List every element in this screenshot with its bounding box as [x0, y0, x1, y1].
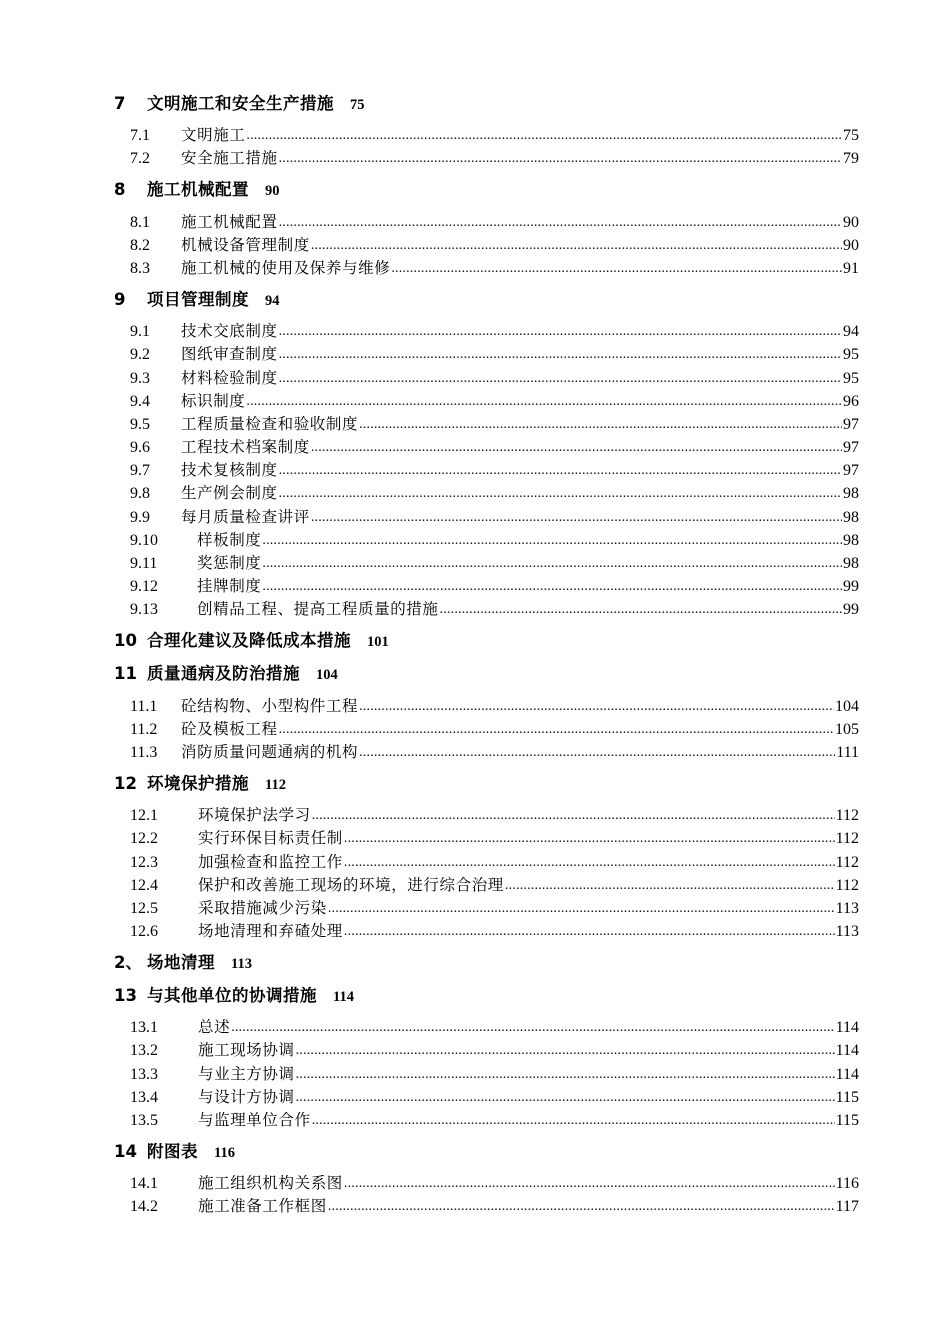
entry-page-number: 91 — [843, 259, 859, 277]
toc-entry-list — [114, 319, 859, 620]
entry-number: 12.1 — [130, 807, 158, 825]
toc-entry[interactable] — [114, 896, 859, 919]
dot-leader — [328, 898, 835, 919]
toc-entry[interactable] — [114, 209, 859, 232]
entry-title: 施工机械的使用及保养与维修 — [181, 258, 391, 277]
dot-leader — [296, 1040, 835, 1061]
toc-entry[interactable] — [114, 574, 859, 597]
entry-number: 14.2 — [130, 1198, 158, 1216]
dot-leader — [311, 437, 842, 458]
entry-title: 砼及模板工程 — [181, 719, 278, 738]
entry-title: 生产例会制度 — [181, 484, 278, 503]
dot-leader — [391, 258, 842, 279]
chapter-title: 场地清理 — [147, 953, 215, 973]
entry-page-number: 116 — [835, 1175, 859, 1193]
dot-leader — [344, 828, 835, 849]
chapter-page-number: 112 — [265, 776, 286, 793]
entry-page-number: 98 — [843, 508, 859, 526]
entry-number: 11.2 — [130, 720, 158, 738]
chapter-title: 与其他单位的协调措施 — [147, 986, 317, 1006]
entry-title: 挂牌制度 — [197, 577, 262, 596]
toc-chapter-heading[interactable] — [114, 627, 859, 660]
entry-number: 9.4 — [130, 392, 150, 410]
entry-title: 施工机械配置 — [181, 212, 278, 231]
toc-entry[interactable] — [114, 826, 859, 849]
toc-entry[interactable] — [114, 319, 859, 342]
entry-title: 加强检查和监控工作 — [198, 852, 343, 871]
toc-entry[interactable] — [114, 389, 859, 412]
chapter-number: 11 — [114, 664, 137, 684]
entry-number: 7.2 — [130, 150, 150, 168]
entry-title: 采取措施减少污染 — [198, 898, 327, 917]
entry-title: 保护和改善施工现场的环境，进行综合治理 — [198, 875, 504, 894]
entry-number: 14.1 — [130, 1175, 158, 1193]
entry-number: 9.2 — [130, 346, 150, 364]
entry-number: 9.9 — [130, 508, 150, 526]
toc-entry[interactable] — [114, 1085, 859, 1108]
dot-leader — [279, 212, 842, 233]
dot-leader — [311, 235, 842, 256]
entry-page-number: 96 — [843, 392, 859, 410]
chapter-number: 9 — [114, 289, 126, 309]
entry-number: 8.3 — [130, 259, 150, 277]
entry-number: 12.3 — [130, 853, 158, 871]
toc-entry[interactable] — [114, 435, 859, 458]
entry-page-number: 90 — [843, 213, 859, 231]
chapter-title: 合理化建议及降低成本措施 — [147, 631, 351, 651]
dot-leader — [262, 576, 842, 597]
entry-title: 消防质量问题通病的机构 — [181, 742, 359, 761]
entry-number: 12.6 — [130, 923, 158, 941]
entry-title: 与设计方协调 — [198, 1087, 295, 1106]
chapter-number: 12 — [114, 773, 137, 793]
chapter-title: 附图表 — [147, 1142, 198, 1161]
toc-entry[interactable] — [114, 504, 859, 527]
table-of-contents — [114, 90, 859, 1224]
toc-chapter-heading[interactable] — [114, 176, 859, 209]
entry-page-number: 112 — [835, 876, 859, 894]
entry-number: 9.8 — [130, 485, 150, 503]
entry-page-number: 114 — [835, 1019, 859, 1037]
entry-title: 砼结构物、小型构件工程 — [181, 696, 359, 715]
toc-chapter-heading[interactable] — [114, 770, 859, 803]
entry-title: 工程质量检查和验收制度 — [181, 414, 359, 433]
toc-entry[interactable] — [114, 1108, 859, 1131]
entry-page-number: 97 — [843, 415, 859, 433]
toc-entry[interactable] — [114, 597, 859, 620]
entry-title: 样板制度 — [197, 530, 262, 549]
chapter-number: 10 — [114, 631, 137, 651]
entry-title: 场地清理和弃碴处理 — [198, 922, 343, 941]
entry-title: 标识制度 — [181, 391, 246, 410]
dot-leader — [279, 483, 842, 504]
chapter-page-number: 90 — [265, 183, 280, 200]
toc-entry[interactable] — [114, 412, 859, 435]
toc-entry[interactable] — [114, 1194, 859, 1217]
entry-page-number: 75 — [843, 127, 859, 145]
toc-entry-list — [114, 1015, 859, 1131]
toc-entry[interactable] — [114, 123, 859, 146]
toc-entry[interactable] — [114, 873, 859, 896]
entry-number: 9.13 — [130, 601, 158, 619]
entry-title: 施工现场协调 — [198, 1041, 295, 1060]
toc-chapter-heading[interactable] — [114, 286, 859, 319]
entry-page-number: 115 — [835, 1112, 859, 1129]
chapter-title: 施工机械配置 — [147, 180, 249, 200]
toc-entry-list — [114, 123, 859, 169]
entry-page-number: 79 — [843, 150, 859, 168]
chapter-number: 14 — [114, 1142, 137, 1161]
dot-leader — [279, 368, 842, 389]
dot-leader — [312, 1110, 835, 1131]
toc-entry-list — [114, 209, 859, 279]
dot-leader — [328, 1196, 835, 1217]
dot-leader — [262, 530, 842, 551]
dot-leader — [279, 148, 842, 169]
entry-page-number: 90 — [843, 236, 859, 254]
toc-chapter-heading[interactable] — [114, 90, 859, 123]
dot-leader — [231, 1017, 834, 1038]
chapter-page-number: 101 — [367, 634, 389, 651]
entry-title: 机械设备管理制度 — [181, 235, 310, 254]
entry-number: 12.5 — [130, 899, 158, 917]
dot-leader — [296, 1087, 835, 1108]
toc-entry[interactable] — [114, 256, 859, 279]
toc-chapter-heading[interactable] — [114, 982, 859, 1015]
entry-page-number: 114 — [835, 1042, 859, 1060]
entry-title: 环境保护法学习 — [198, 806, 311, 825]
entry-page-number: 98 — [843, 485, 859, 503]
entry-page-number: 113 — [835, 899, 859, 917]
entry-number: 7.1 — [130, 127, 150, 145]
toc-entry[interactable] — [114, 1015, 859, 1038]
entry-number: 9.6 — [130, 439, 150, 457]
toc-entry[interactable] — [114, 233, 859, 256]
entry-number: 9.7 — [130, 462, 150, 480]
entry-number: 13.5 — [130, 1112, 158, 1129]
dot-leader — [359, 696, 834, 717]
entry-page-number: 99 — [843, 578, 859, 596]
chapter-page-number: 114 — [333, 989, 354, 1006]
dot-leader — [246, 125, 842, 146]
entry-number: 9.3 — [130, 369, 150, 387]
entry-title: 奖惩制度 — [197, 554, 262, 572]
chapter-page-number: 104 — [316, 667, 338, 684]
entry-page-number: 117 — [835, 1198, 859, 1216]
entry-number: 11.3 — [130, 743, 158, 761]
entry-page-number: 94 — [843, 323, 859, 341]
entry-title: 工程技术档案制度 — [181, 438, 310, 457]
entry-number: 9.5 — [130, 415, 150, 433]
toc-entry[interactable] — [114, 717, 859, 740]
entry-page-number: 105 — [835, 720, 859, 738]
entry-number: 12.4 — [130, 876, 158, 894]
entry-title: 施工组织机构关系图 — [198, 1174, 343, 1193]
toc-entry-list — [114, 1171, 859, 1217]
entry-number: 9.1 — [130, 323, 150, 341]
toc-chapter-heading[interactable] — [114, 949, 859, 982]
chapter-title: 文明施工和安全生产措施 — [147, 94, 334, 113]
entry-page-number: 95 — [843, 369, 859, 387]
entry-number: 13.4 — [130, 1088, 158, 1106]
dot-leader — [344, 852, 835, 873]
chapter-page-number: 116 — [214, 1145, 235, 1161]
toc-entry[interactable] — [114, 740, 859, 763]
entry-title: 图纸审查制度 — [181, 345, 278, 364]
dot-leader — [279, 460, 842, 481]
chapter-title: 项目管理制度 — [147, 289, 249, 309]
entry-title: 每月质量检查讲评 — [181, 507, 310, 526]
entry-number: 12.2 — [130, 830, 158, 848]
entry-page-number: 112 — [835, 807, 859, 825]
entry-page-number: 115 — [835, 1088, 859, 1106]
entry-number: 13.2 — [130, 1042, 158, 1060]
entry-title: 与监理单位合作 — [198, 1111, 311, 1129]
entry-number: 9.11 — [130, 555, 158, 572]
toc-entry[interactable] — [114, 551, 859, 574]
dot-leader — [246, 391, 842, 412]
entry-number: 9.12 — [130, 578, 158, 596]
entry-page-number: 98 — [843, 531, 859, 549]
entry-title: 技术复核制度 — [181, 461, 278, 480]
toc-entry[interactable] — [114, 849, 859, 872]
toc-entry[interactable] — [114, 458, 859, 481]
entry-page-number: 112 — [835, 853, 859, 871]
dot-leader — [359, 414, 842, 435]
chapter-page-number: 75 — [350, 97, 365, 113]
entry-title: 施工准备工作框图 — [198, 1197, 327, 1216]
entry-page-number: 95 — [843, 346, 859, 364]
entry-title: 文明施工 — [181, 126, 246, 145]
entry-title: 安全施工措施 — [181, 149, 278, 168]
toc-entry[interactable] — [114, 481, 859, 504]
entry-number: 13.3 — [130, 1065, 158, 1083]
entry-page-number: 112 — [835, 830, 859, 848]
entry-page-number: 104 — [835, 697, 859, 715]
toc-entry[interactable] — [114, 693, 859, 716]
entry-number: 11.1 — [130, 697, 158, 715]
entry-page-number: 97 — [843, 462, 859, 480]
chapter-number: 8 — [114, 180, 126, 200]
entry-page-number: 98 — [843, 555, 859, 572]
entry-page-number: 97 — [843, 439, 859, 457]
dot-leader — [505, 875, 835, 896]
chapter-page-number: 113 — [231, 956, 252, 973]
entry-number: 8.1 — [130, 213, 150, 231]
entry-title: 技术交底制度 — [181, 322, 278, 341]
toc-entry-list — [114, 803, 859, 942]
dot-leader — [279, 719, 834, 740]
toc-entry[interactable] — [114, 919, 859, 942]
toc-entry-list — [114, 693, 859, 763]
entry-title: 总述 — [198, 1018, 231, 1037]
entry-number: 13.1 — [130, 1019, 158, 1037]
entry-title: 材料检验制度 — [181, 368, 278, 387]
dot-leader — [359, 742, 835, 763]
toc-entry[interactable] — [114, 803, 859, 826]
dot-leader — [262, 553, 842, 574]
entry-page-number: 99 — [843, 601, 859, 619]
entry-title: 与业主方协调 — [198, 1064, 295, 1083]
chapter-number: 7 — [114, 94, 126, 113]
toc-entry[interactable] — [114, 342, 859, 365]
dot-leader — [296, 1064, 835, 1085]
toc-entry[interactable] — [114, 528, 859, 551]
toc-chapter-heading[interactable] — [114, 660, 859, 693]
dot-leader — [279, 344, 842, 365]
dot-leader — [311, 507, 842, 528]
dot-leader — [344, 921, 835, 942]
chapter-number: 13 — [114, 986, 137, 1006]
toc-entry[interactable] — [114, 1171, 859, 1194]
toc-chapter-heading[interactable] — [114, 1138, 859, 1171]
toc-entry[interactable] — [114, 146, 859, 169]
chapter-title: 环境保护措施 — [147, 773, 249, 793]
entry-number: 8.2 — [130, 236, 150, 254]
entry-number: 9.10 — [130, 531, 158, 549]
entry-title: 实行环保目标责任制 — [198, 829, 343, 848]
chapter-title: 质量通病及防治措施 — [147, 664, 300, 684]
toc-entry[interactable] — [114, 365, 859, 388]
entry-page-number: 113 — [835, 923, 859, 941]
dot-leader — [344, 1173, 835, 1194]
entry-page-number: 114 — [835, 1065, 859, 1083]
entry-page-number: 111 — [836, 743, 859, 761]
dot-leader — [312, 805, 835, 826]
chapter-page-number: 94 — [265, 292, 280, 309]
dot-leader — [440, 599, 842, 620]
toc-entry[interactable] — [114, 1061, 859, 1084]
toc-entry[interactable] — [114, 1038, 859, 1061]
chapter-number: 2、 — [114, 953, 142, 973]
dot-leader — [279, 321, 842, 342]
entry-title: 创精品工程、提高工程质量的措施 — [197, 600, 439, 619]
